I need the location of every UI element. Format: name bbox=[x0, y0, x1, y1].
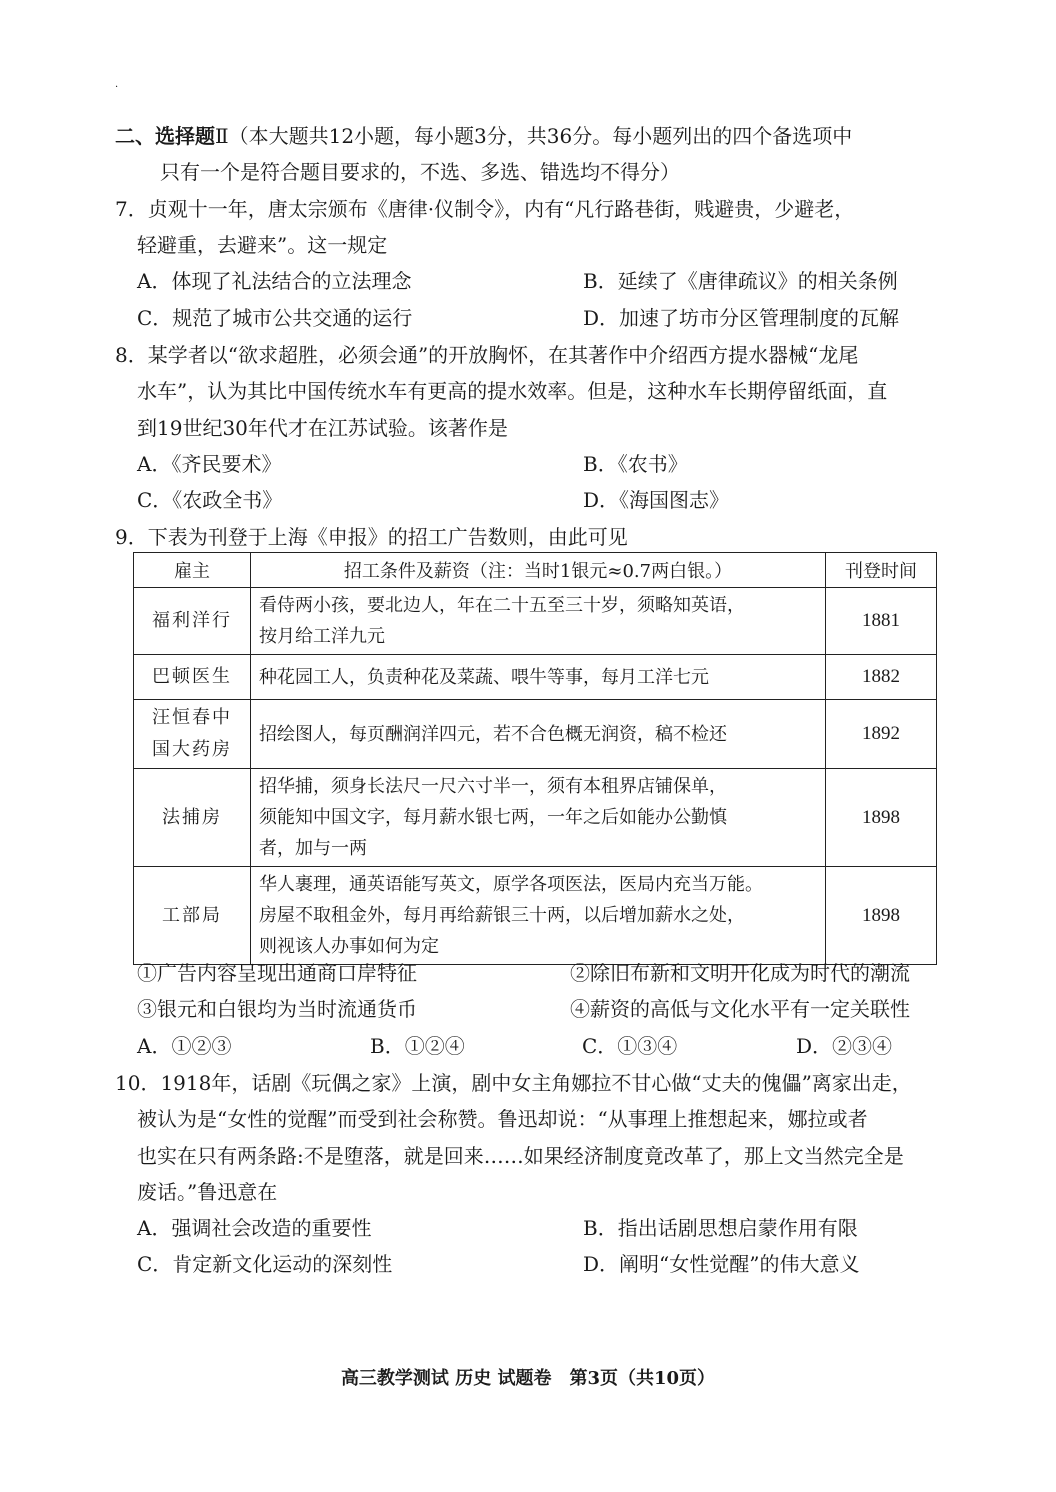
q9-statement-3: ③银元和白银均为当时流通货币 bbox=[137, 997, 417, 1021]
q7-option-b: B．延续了《唐律疏议》的相关条例 bbox=[583, 269, 898, 293]
conditions-cell: 看侍两小孩，要北边人，年在二十五至三十岁，须略知英语， 按月给工洋九元 bbox=[251, 588, 826, 655]
section-title: 二、选择题 bbox=[115, 124, 215, 148]
table-row bbox=[134, 588, 937, 655]
conditions-cell: 种花园工人，负责种花及菜蔬、喂牛等事，每月工洋七元 bbox=[251, 655, 826, 700]
q7-option-c: C．规范了城市公共交通的运行 bbox=[137, 306, 413, 330]
header-employer: 雇主 bbox=[134, 553, 251, 588]
q10-option-a: A．强调社会改造的重要性 bbox=[137, 1216, 372, 1240]
q7-option-d: D．加速了坊市分区管理制度的瓦解 bbox=[583, 306, 900, 330]
scan-speck: · bbox=[115, 82, 119, 93]
conditions-cell: 华人裹理，通英语能写英文，原学各项医法，医局内充当万能。 房屋不取租金外，每月再给薪银三十两，以后增加薪水之处， 则视该人办事如何为定 bbox=[251, 867, 826, 965]
q10-stem-line2: 被认为是“女性的觉醒”而受到社会称赞。鲁迅却说：“从事理上推想起来，娜拉或者 bbox=[137, 1107, 868, 1131]
section-header bbox=[115, 118, 852, 154]
q8-stem-line1: 8．某学者以“欲求超胜，必须会通”的开放胸怀，在其著作中介绍西方提水器械“龙尾 bbox=[115, 343, 859, 367]
q9-statement-1: ①广告内容呈现出通商口岸特征 bbox=[137, 961, 417, 985]
q7-option-a: A．体现了礼法结合的立法理念 bbox=[137, 269, 412, 293]
employer-cell: 福利洋行 bbox=[134, 588, 251, 655]
employer-cell: 法捕房 bbox=[134, 769, 251, 867]
employer-cell: 巴顿医生 bbox=[134, 655, 251, 700]
q8-option-a: A．《齐民要术》 bbox=[137, 452, 282, 476]
q9-stem: 9．下表为刊登于上海《申报》的招工广告数则，由此可见 bbox=[115, 525, 628, 549]
q8-option-d: D．《海国图志》 bbox=[583, 488, 730, 512]
q7-stem-line1: 7．贞观十一年，唐太宗颁布《唐律·仪制令》，内有“凡行路巷街，贱避贵，少避老， bbox=[115, 197, 855, 221]
conditions-cell: 招华捕，须身长法尺一尺六寸半一，须有本租界店铺保单， 须能知中国文字，每月薪水银七两，一年之后如能办公勤慎 者，加与一两 bbox=[251, 769, 826, 867]
page-footer: 高三教学测试 历史 试题卷 第3页（共10页） bbox=[340, 1368, 716, 1389]
year-cell: 1898 bbox=[826, 867, 937, 965]
q9-statement-4: ④薪资的高低与文化水平有一定关联性 bbox=[570, 997, 910, 1021]
year-cell: 1881 bbox=[826, 588, 937, 655]
q7-stem-line2: 轻避重，去避来”。这一规定 bbox=[137, 233, 388, 257]
q10-stem-line3: 也实在只有两条路:不是堕落，就是回来……如果经济制度竟改革了，那上文当然完全是 bbox=[137, 1144, 904, 1168]
q10-option-c: C．肯定新文化运动的深刻性 bbox=[137, 1252, 393, 1276]
year-cell: 1882 bbox=[826, 655, 937, 700]
header-conditions: 招工条件及薪资（注：当时1银元≈0.7两白银。） bbox=[251, 553, 826, 588]
q9-option-a: A．①②③ bbox=[137, 1034, 232, 1058]
q8-stem-line2: 水车”，认为其比中国传统水车有更高的提水效率。但是，这种水车长期停留纸面，直 bbox=[137, 379, 888, 403]
table-row bbox=[134, 769, 937, 867]
q10-stem-line1: 10．1918年，话剧《玩偶之家》上演，剧中女主角娜拉不甘心做“丈夫的傀儡”离家出走， bbox=[115, 1071, 912, 1095]
q9-statement-2: ②除旧布新和文明开化成为时代的潮流 bbox=[570, 961, 910, 985]
table-row bbox=[134, 655, 937, 700]
section-desc-1: Ⅱ（本大题共12小题，每小题3分，共36分。每小题列出的四个备选项中 bbox=[215, 124, 853, 148]
section-desc-2: 只有一个是符合题目要求的，不选、多选、错选均不得分） bbox=[160, 160, 680, 184]
year-cell: 1898 bbox=[826, 769, 937, 867]
employer-cell: 工部局 bbox=[134, 867, 251, 965]
q8-option-c: C．《农政全书》 bbox=[137, 488, 283, 512]
q9-option-b: B．①②④ bbox=[370, 1034, 465, 1058]
recruitment-ads-table bbox=[133, 552, 937, 965]
table-header-row bbox=[134, 553, 937, 588]
q8-option-b: B．《农书》 bbox=[583, 452, 688, 476]
q9-option-c: C．①③④ bbox=[582, 1034, 678, 1058]
year-cell: 1892 bbox=[826, 700, 937, 769]
q9-option-d: D．②③④ bbox=[796, 1034, 893, 1058]
table-row bbox=[134, 867, 937, 965]
q10-option-b: B．指出话剧思想启蒙作用有限 bbox=[583, 1216, 858, 1240]
employer-cell: 汪恒春中 国大药房 bbox=[134, 700, 251, 769]
q10-option-d: D．阐明“女性觉醒”的伟大意义 bbox=[583, 1252, 860, 1276]
q10-stem-line4: 废话。”鲁迅意在 bbox=[137, 1180, 278, 1204]
table-row bbox=[134, 700, 937, 769]
conditions-cell: 招绘图人，每页酬润洋四元，若不合色概无润资，稿不检还 bbox=[251, 700, 826, 769]
header-year: 刊登时间 bbox=[826, 553, 937, 588]
q8-stem-line3: 到19世纪30年代才在江苏试验。该著作是 bbox=[137, 416, 508, 440]
